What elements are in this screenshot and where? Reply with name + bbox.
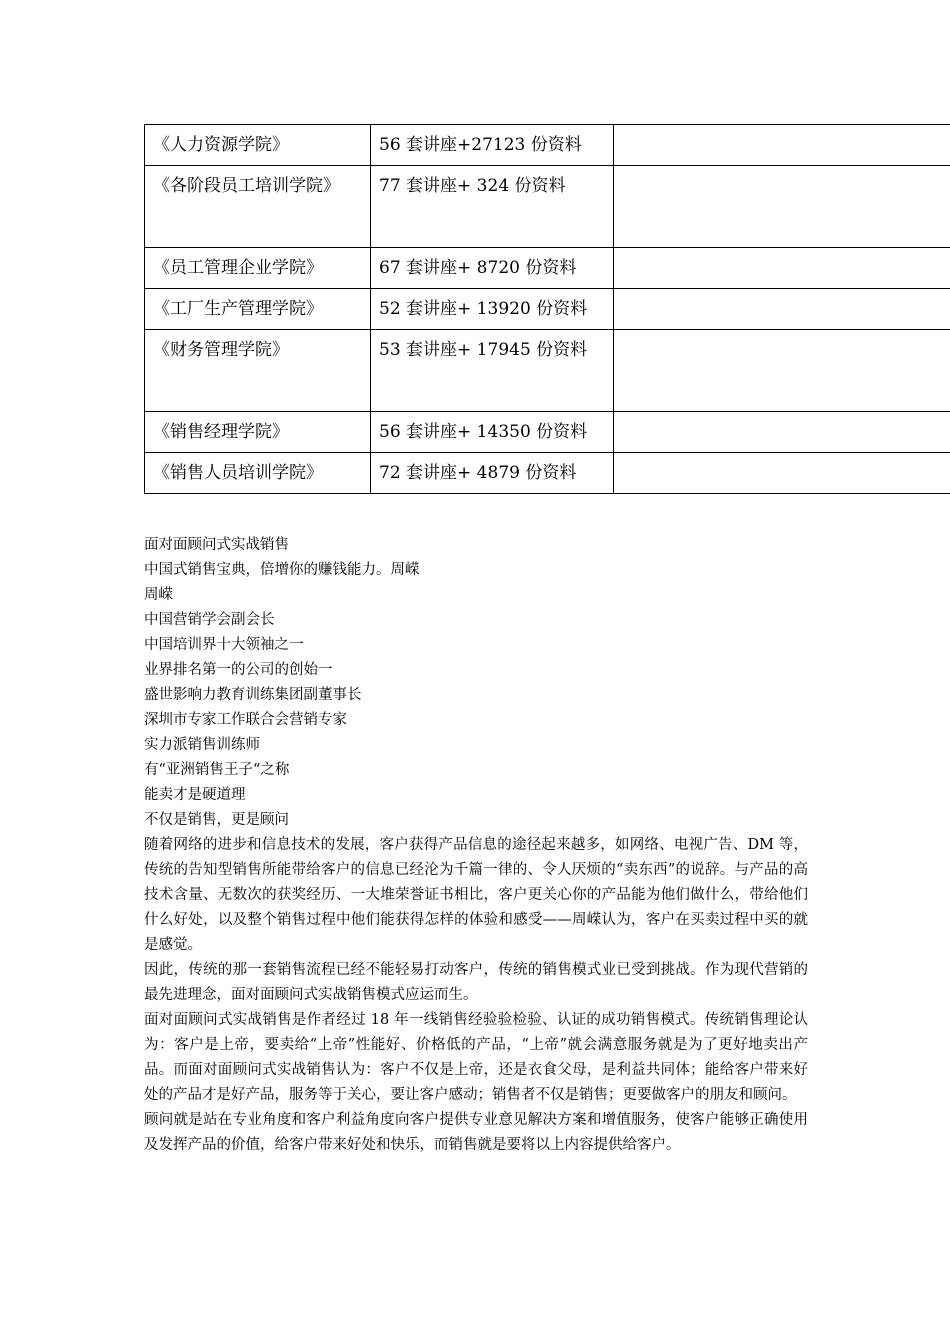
course-note-cell — [614, 412, 950, 453]
course-name-cell: 《销售经理学院》 — [145, 412, 371, 453]
course-name-cell: 《人力资源学院》 — [145, 125, 371, 166]
course-content-cell: 56 套讲座+27123 份资料 — [371, 125, 614, 166]
course-note-cell — [614, 289, 950, 330]
article-subtitle: 中国式销售宝典，倍增你的赚钱能力。周嵘 — [144, 562, 420, 578]
credential-item: 深圳市专家工作联合会营销专家 — [144, 712, 347, 728]
course-note-cell — [614, 453, 950, 494]
table-row — [145, 289, 950, 330]
credential-item: 中国营销学会副会长 — [144, 612, 275, 628]
article — [144, 533, 808, 1158]
course-content-cell: 53 套讲座+ 17945 份资料 — [371, 330, 614, 412]
table-row — [145, 453, 950, 494]
course-content-cell: 67 套讲座+ 8720 份资料 — [371, 248, 614, 289]
course-content-cell: 56 套讲座+ 14350 份资料 — [371, 412, 614, 453]
course-name-cell: 《员工管理企业学院》 — [145, 248, 371, 289]
table-row — [145, 125, 950, 166]
course-table — [144, 124, 950, 494]
course-name-cell: 《各阶段员工培训学院》 — [145, 166, 371, 248]
course-note-cell — [614, 330, 950, 412]
credential-item: 实力派销售训练师 — [144, 737, 260, 753]
article-paragraph: 顾问就是站在专业角度和客户利益角度向客户提供专业意见解决方案和增值服务，使客户能够正确使用及发挥产品的价值，给客户带来好处和快乐，而销售就是要将以上内容提供给客户。 — [144, 1112, 808, 1153]
course-name-cell: 《销售人员培训学院》 — [145, 453, 371, 494]
table-row — [145, 412, 950, 453]
course-content-cell: 52 套讲座+ 13920 份资料 — [371, 289, 614, 330]
credential-item: 不仅是销售，更是顾问 — [144, 812, 289, 828]
credential-item: 中国培训界十大领袖之一 — [144, 637, 304, 653]
course-content-cell: 77 套讲座+ 324 份资料 — [371, 166, 614, 248]
article-author: 周嵘 — [144, 587, 173, 603]
credential-item: 盛世影响力教育训练集团副董事长 — [144, 687, 362, 703]
credential-item: 能卖才是硬道理 — [144, 787, 246, 803]
course-note-cell — [614, 125, 950, 166]
article-paragraph: 因此，传统的那一套销售流程已经不能轻易打动客户，传统的销售模式业已受到挑战。作为现代营销的最先进理念，面对面顾问式实战销售模式应运而生。 — [144, 962, 808, 1003]
table-row — [145, 248, 950, 289]
course-name-cell: 《财务管理学院》 — [145, 330, 371, 412]
credential-item: 有“亚洲销售王子“之称 — [144, 762, 290, 778]
article-paragraph: 随着网络的进步和信息技术的发展，客户获得产品信息的途径起来越多，如网络、电视广告、DM 等，传统的告知型销售所能带给客户的信息已经沦为千篇一律的、令人厌烦的“卖东西”的说辞。与产品的高技术含量、无数次的获奖经历、一大堆荣誉证书相比，客户更关心你的产品能为他们做什么，带给他们什么好处，以及整个销售过程中他们能获得怎样的体验和感受——周嵘认为，客户在买卖过程中买的就是感觉。 — [144, 837, 808, 953]
credential-item: 业界排名第一的公司的创始一 — [144, 662, 333, 678]
article-title: 面对面顾问式实战销售 — [144, 537, 289, 553]
course-content-cell: 72 套讲座+ 4879 份资料 — [371, 453, 614, 494]
table-row — [145, 166, 950, 248]
course-note-cell — [614, 248, 950, 289]
course-table-body — [145, 125, 950, 494]
course-name-cell: 《工厂生产管理学院》 — [145, 289, 371, 330]
table-row — [145, 330, 950, 412]
course-note-cell — [614, 166, 950, 248]
article-paragraph: 面对面顾问式实战销售是作者经过 18 年一线销售经验验检验、认证的成功销售模式。传统销售理论认为：客户是上帝，要卖给“上帝”性能好、价格低的产品，“上帝”就会满意服务就是为了更好地卖出产品。而面对面顾问式实战销售认为：客户不仅是上帝，还是衣食父母，是利益共同体；能给客户带来好处的产品才是好产品，服务等于关心，要让客户感动；销售者不仅是销售；更要做客户的朋友和顾问。 — [144, 1012, 808, 1103]
